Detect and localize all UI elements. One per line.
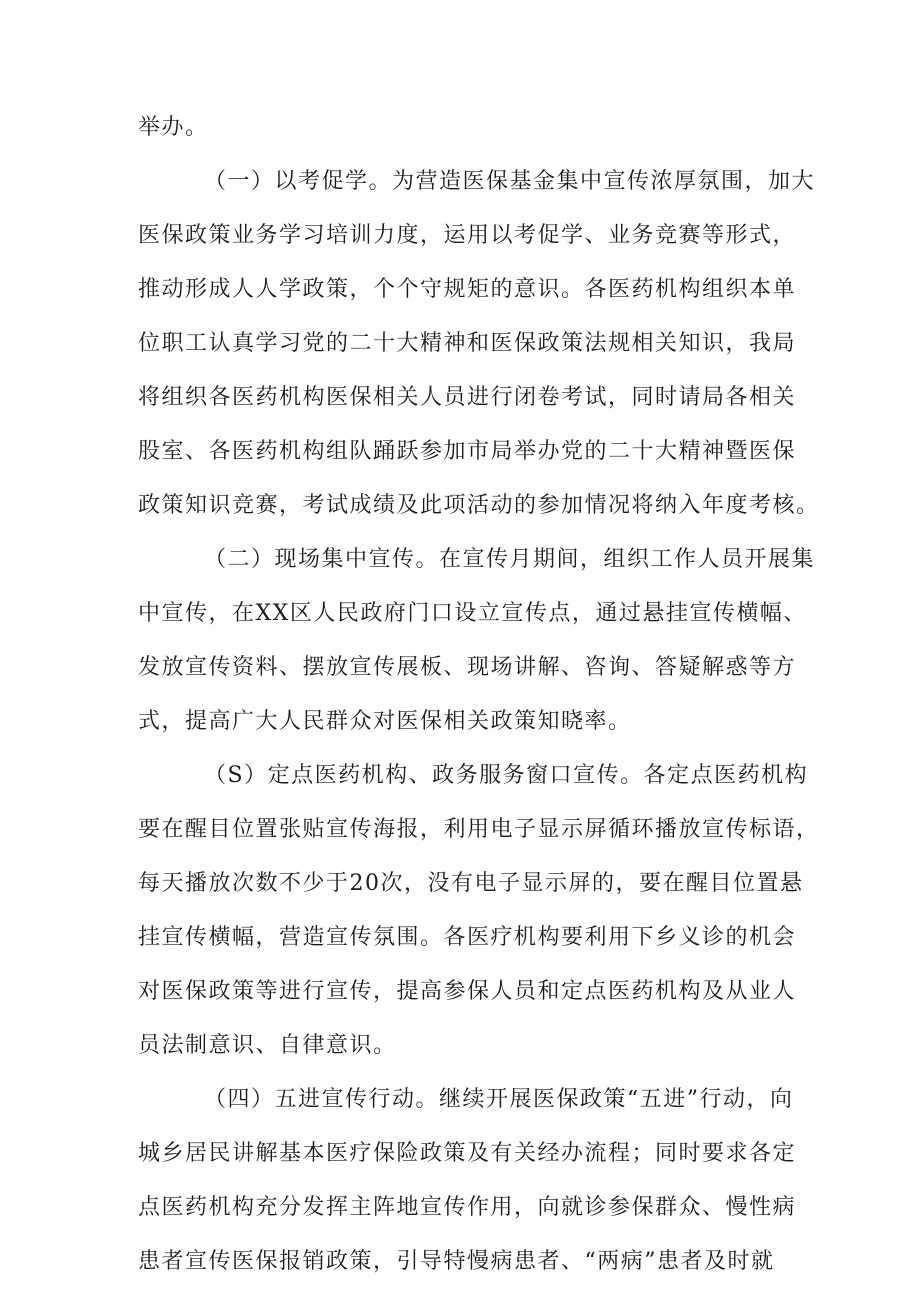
text-line: 对医保政策等进行宣传，提高参保人员和定点医药机构及从业人 bbox=[138, 979, 797, 1004]
text-line: 挂宣传横幅，营造宣传氛围。各医疗机构要利用下乡义诊的机会 bbox=[138, 925, 797, 950]
text-line: 中宣传，在XX区人民政府门口设立宣传点，通过悬挂宣传横幅、 bbox=[138, 601, 807, 626]
paragraph-2-heading-line: （二）现场集中宣传。在宣传月期间，组织工作人员开展集 bbox=[204, 547, 816, 572]
text-line: 每天播放次数不少于20次，没有电子显示屏的，要在醒目位置悬 bbox=[138, 871, 804, 896]
paragraph-1-heading-line: （一）以考促学。为营造医保基金集中宣传浓厚氛围，加大 bbox=[204, 169, 816, 194]
text-line: 员法制意识、自律意识。 bbox=[138, 1033, 397, 1058]
text-line: 将组织各医药机构医保相关人员进行闭卷考试，同时请局各相关 bbox=[138, 385, 797, 410]
text-line: 股室、各医药机构组队踊跃参加市局举办党的二十大精神暨医保 bbox=[138, 439, 797, 464]
text-line: 医保政策业务学习培训力度，运用以考促学、业务竞赛等形式， bbox=[138, 223, 797, 248]
text-line: 政策知识竞赛，考试成绩及此项活动的参加情况将纳入年度考核。 bbox=[138, 493, 820, 518]
text-line: 要在醒目位置张贴宣传海报，利用电子显示屏循环播放宣传标语， bbox=[138, 817, 820, 842]
paragraph-4-heading-line: （四）五进宣传行动。继续开展医保政策“五进”行动，向 bbox=[204, 1087, 794, 1112]
text-line: 患者宣传医保报销政策，引导特慢病患者、“两病”患者及时就 bbox=[138, 1249, 775, 1274]
text-line: 推动形成人人学政策，个个守规矩的意识。各医药机构组织本单 bbox=[138, 277, 797, 302]
text-line: 位职工认真学习党的二十大精神和医保政策法规相关知识，我局 bbox=[138, 331, 797, 356]
text-line: 发放宣传资料、摆放宣传展板、现场讲解、咨询、答疑解惑等方 bbox=[138, 655, 797, 680]
text-line: 点医药机构充分发挥主阵地宣传作用，向就诊参保群众、慢性病 bbox=[138, 1195, 797, 1220]
paragraph-3-heading-line: （S）定点医药机构、政务服务窗口宣传。各定点医药机构 bbox=[204, 763, 809, 788]
text-line: 式，提高广大人民群众对医保相关政策知晓率。 bbox=[138, 709, 632, 734]
text-line: 举办。 bbox=[138, 115, 209, 140]
text-line: 城乡居民讲解基本医疗保险政策及有关经办流程；同时要求各定 bbox=[138, 1141, 797, 1166]
